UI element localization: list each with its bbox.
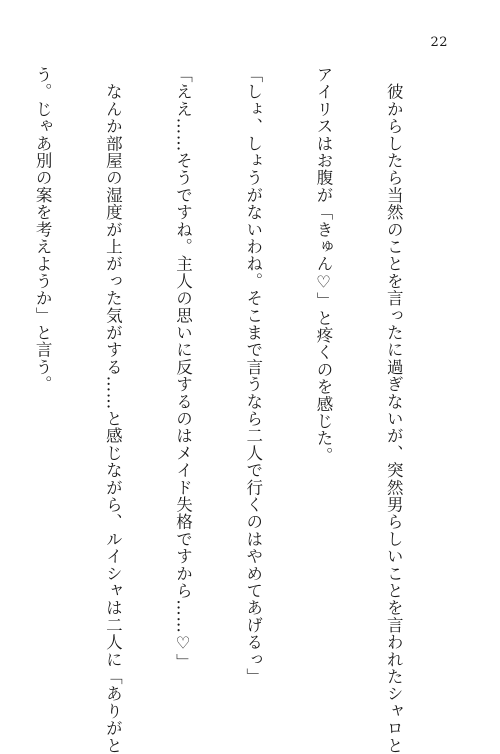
text-line: 彼からしたら当然のことを言ったに過ぎないが、突然男らしいことを言われたシャロと — [384, 66, 404, 754]
text-line: アイリスはお腹が「きゅん♡」と疼くのを感じた。 — [313, 66, 333, 465]
text-line: う。じゃあ別の案を考えようか」と言う。 — [33, 66, 53, 393]
text-line: 「ええ……そうですね。主人の思いに反するのはメイド失格ですから……♡」 — [173, 66, 193, 671]
text-line: なんか部屋の湿度が上がった気がする……と感じながら、ルイシャは二人に「ありがと — [103, 66, 123, 754]
page-number: 22 — [430, 35, 448, 50]
text-line: 「しょ、しょうがないわね。そこまで言うなら二人で行くのはやめてあげるっ」 — [243, 66, 263, 686]
body-text — [0, 66, 452, 754]
